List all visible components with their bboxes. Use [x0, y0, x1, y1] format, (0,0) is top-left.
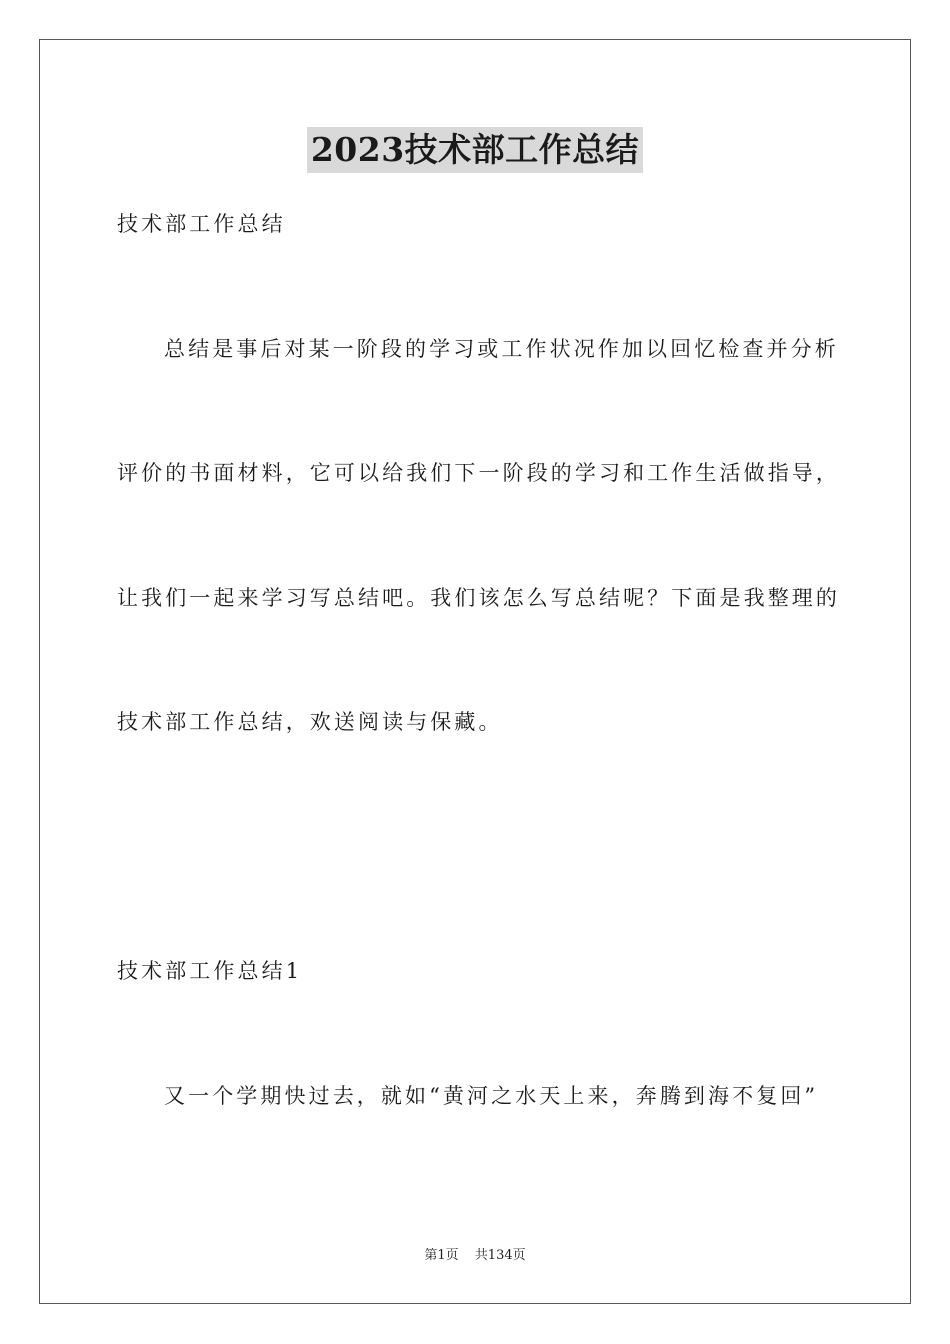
paragraph-line: 又一个学期快过去，就如“黄河之水天上来，奔腾到海不复回” — [164, 1084, 819, 1108]
page-total: 共134页 — [474, 1248, 526, 1263]
paragraph-line: 让我们一起来学习写总结吧。我们该怎么写总结呢？下面是我整理的 — [117, 586, 840, 610]
section-heading: 技术部工作总结 — [117, 212, 286, 236]
page-number: 第1页 — [424, 1248, 459, 1263]
title-container — [0, 127, 950, 173]
page-footer — [0, 1247, 950, 1265]
document-title: 2023技术部工作总结 — [307, 127, 643, 173]
section-heading: 技术部工作总结1 — [117, 959, 303, 983]
paragraph-line: 评价的书面材料，它可以给我们下一阶段的学习和工作生活做指导， — [117, 461, 840, 485]
paragraph-line: 技术部工作总结，欢送阅读与保藏。 — [117, 710, 503, 734]
paragraph-line: 总结是事后对某一阶段的学习或工作状况作加以回忆检查并分析 — [164, 337, 839, 361]
